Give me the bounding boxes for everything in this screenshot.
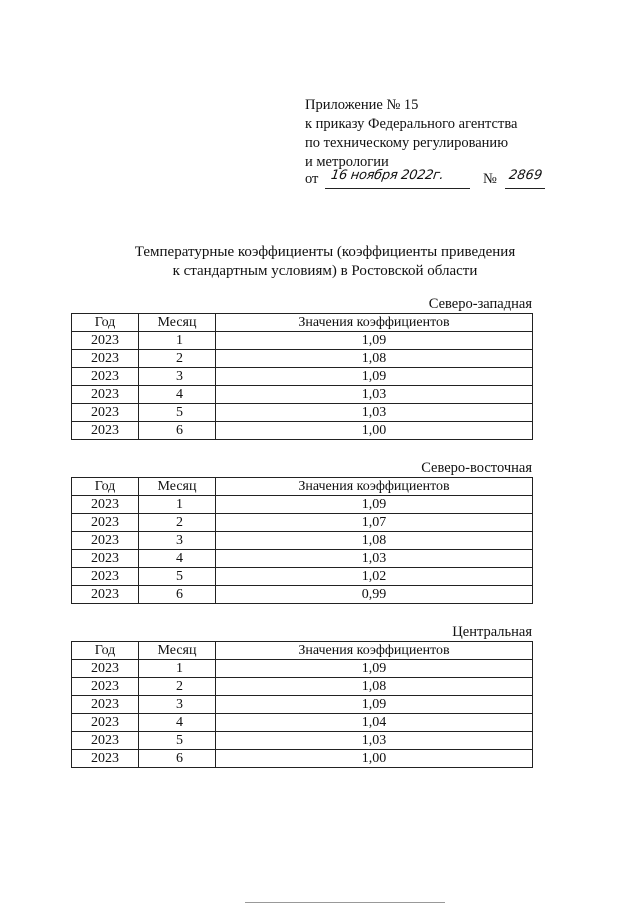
cell-month: 6 — [139, 422, 216, 440]
table-row — [72, 496, 533, 514]
cell-value: 1,00 — [216, 422, 533, 440]
table-row — [72, 350, 533, 368]
header-value: Значения коэффициентов — [216, 478, 533, 496]
cell-value: 1,00 — [216, 750, 533, 768]
cell-year: 2023 — [72, 732, 139, 750]
order-date-number-line — [305, 168, 545, 191]
order-date-field — [325, 168, 470, 189]
cell-value: 1,03 — [216, 732, 533, 750]
table-row — [72, 368, 533, 386]
order-number-field — [505, 168, 545, 189]
appendix-number: Приложение № 15 — [305, 97, 419, 113]
header-month: Месяц — [139, 314, 216, 332]
cell-value: 1,03 — [216, 386, 533, 404]
scan-edge-mark — [245, 902, 445, 903]
cell-month: 6 — [139, 750, 216, 768]
region-label-northwest: Северо-западная — [428, 296, 532, 312]
cell-value: 1,07 — [216, 514, 533, 532]
table-row — [72, 532, 533, 550]
cell-year: 2023 — [72, 332, 139, 350]
cell-month: 3 — [139, 368, 216, 386]
cell-value: 1,08 — [216, 350, 533, 368]
table-header-row — [72, 478, 533, 496]
table-row — [72, 660, 533, 678]
table-header-row — [72, 314, 533, 332]
cell-value: 1,09 — [216, 368, 533, 386]
cell-year: 2023 — [72, 714, 139, 732]
handwritten-date: 16 ноября 2022г. — [329, 168, 445, 183]
header-value: Значения коэффициентов — [216, 642, 533, 660]
cell-year: 2023 — [72, 350, 139, 368]
table-row — [72, 696, 533, 714]
cell-value: 1,09 — [216, 696, 533, 714]
table-row — [72, 678, 533, 696]
table-row — [72, 750, 533, 768]
cell-month: 4 — [139, 714, 216, 732]
table-row — [72, 732, 533, 750]
handwritten-number: 2869 — [507, 168, 544, 183]
table-row — [72, 714, 533, 732]
cell-year: 2023 — [72, 750, 139, 768]
number-label: № — [483, 171, 497, 187]
cell-month: 1 — [139, 332, 216, 350]
document-title — [100, 243, 550, 281]
cell-year: 2023 — [72, 586, 139, 604]
cell-month: 2 — [139, 514, 216, 532]
cell-year: 2023 — [72, 660, 139, 678]
title-line-1: Температурные коэффициенты (коэффициенты приведения — [134, 244, 516, 260]
cell-month: 5 — [139, 404, 216, 422]
table-row — [72, 514, 533, 532]
table-row — [72, 586, 533, 604]
cell-value: 1,08 — [216, 678, 533, 696]
agency-name-line: по техническому регулированию — [305, 135, 509, 151]
from-label: от — [305, 171, 319, 187]
cell-year: 2023 — [72, 496, 139, 514]
title-line-2: к стандартным условиям) в Ростовской области — [172, 263, 478, 279]
cell-month: 5 — [139, 732, 216, 750]
region-label-northeast: Северо-восточная — [421, 460, 532, 476]
cell-month: 2 — [139, 678, 216, 696]
cell-year: 2023 — [72, 568, 139, 586]
cell-month: 6 — [139, 586, 216, 604]
table-row — [72, 386, 533, 404]
header-month: Месяц — [139, 478, 216, 496]
cell-month: 4 — [139, 386, 216, 404]
cell-year: 2023 — [72, 386, 139, 404]
cell-value: 1,09 — [216, 496, 533, 514]
cell-year: 2023 — [72, 550, 139, 568]
cell-year: 2023 — [72, 696, 139, 714]
cell-month: 2 — [139, 350, 216, 368]
cell-value: 1,02 — [216, 568, 533, 586]
cell-month: 3 — [139, 696, 216, 714]
cell-year: 2023 — [72, 404, 139, 422]
header-year: Год — [72, 642, 139, 660]
cell-value: 0,99 — [216, 586, 533, 604]
cell-value: 1,09 — [216, 660, 533, 678]
cell-month: 5 — [139, 568, 216, 586]
appendix-header — [305, 96, 555, 172]
cell-year: 2023 — [72, 422, 139, 440]
table-row — [72, 568, 533, 586]
table-row — [72, 550, 533, 568]
cell-year: 2023 — [72, 514, 139, 532]
table-header-row — [72, 642, 533, 660]
table-row — [72, 404, 533, 422]
cell-year: 2023 — [72, 368, 139, 386]
cell-value: 1,03 — [216, 404, 533, 422]
header-month: Месяц — [139, 642, 216, 660]
cell-month: 3 — [139, 532, 216, 550]
table-central — [71, 641, 533, 768]
table-northwest — [71, 313, 533, 440]
header-value: Значения коэффициентов — [216, 314, 533, 332]
cell-value: 1,03 — [216, 550, 533, 568]
table-row — [72, 332, 533, 350]
cell-month: 4 — [139, 550, 216, 568]
cell-year: 2023 — [72, 532, 139, 550]
header-year: Год — [72, 478, 139, 496]
table-row — [72, 422, 533, 440]
cell-value: 1,04 — [216, 714, 533, 732]
cell-month: 1 — [139, 660, 216, 678]
order-reference: к приказу Федерального агентства — [305, 116, 518, 132]
agency-name-line-end: и метрологии — [305, 154, 389, 170]
table-northeast — [71, 477, 533, 604]
region-label-central: Центральная — [452, 624, 532, 640]
cell-month: 1 — [139, 496, 216, 514]
cell-year: 2023 — [72, 678, 139, 696]
cell-value: 1,09 — [216, 332, 533, 350]
cell-value: 1,08 — [216, 532, 533, 550]
header-year: Год — [72, 314, 139, 332]
